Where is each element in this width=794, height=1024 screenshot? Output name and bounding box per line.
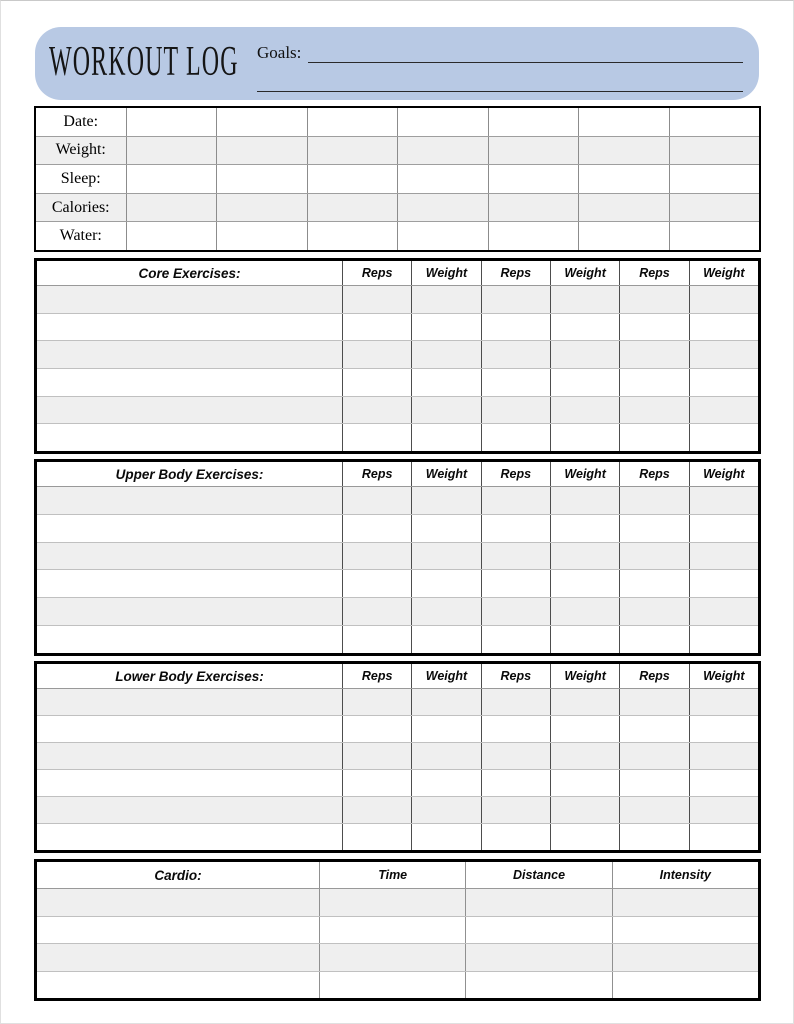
empty-row bbox=[37, 971, 758, 999]
column-header-weight: Weight bbox=[411, 462, 480, 486]
empty-row bbox=[37, 625, 758, 653]
empty-row bbox=[37, 796, 758, 823]
value-cell[interactable] bbox=[411, 570, 480, 597]
column-header-weight: Weight bbox=[689, 462, 758, 486]
stats-row-sleep bbox=[36, 164, 759, 193]
value-cell[interactable] bbox=[411, 314, 480, 341]
stat-label-sleep: Sleep: bbox=[60, 169, 101, 187]
exercise-name-cell[interactable] bbox=[37, 689, 342, 715]
table-header-row bbox=[37, 261, 758, 286]
stat-label-weight: Weight: bbox=[55, 141, 106, 159]
empty-row bbox=[37, 368, 758, 396]
empty-cell[interactable] bbox=[216, 165, 307, 193]
exercise-name-cell[interactable] bbox=[37, 917, 319, 944]
empty-row bbox=[37, 396, 758, 424]
table-header-row bbox=[37, 664, 758, 689]
exercise-name-cell[interactable] bbox=[37, 314, 342, 341]
empty-cell[interactable] bbox=[578, 137, 669, 165]
value-cell[interactable] bbox=[689, 341, 758, 368]
value-cell[interactable] bbox=[550, 487, 619, 514]
value-cell[interactable] bbox=[612, 944, 758, 971]
value-cell[interactable] bbox=[619, 598, 688, 625]
empty-row bbox=[37, 286, 758, 313]
value-cell[interactable] bbox=[411, 341, 480, 368]
exercise-name-cell[interactable] bbox=[37, 570, 342, 597]
value-cell[interactable] bbox=[619, 487, 688, 514]
header-panel bbox=[35, 27, 759, 100]
value-cell[interactable] bbox=[689, 570, 758, 597]
value-cell[interactable] bbox=[689, 716, 758, 742]
value-cell[interactable] bbox=[319, 972, 465, 999]
value-cell[interactable] bbox=[319, 889, 465, 916]
upper-body-exercises-table bbox=[34, 459, 761, 656]
column-header-reps: Reps bbox=[342, 664, 411, 688]
empty-row bbox=[37, 487, 758, 514]
value-cell[interactable] bbox=[619, 314, 688, 341]
column-header-time: Time bbox=[319, 862, 465, 888]
column-header-reps: Reps bbox=[481, 261, 550, 285]
empty-cell[interactable] bbox=[126, 137, 217, 165]
exercise-name-cell[interactable] bbox=[37, 743, 342, 769]
value-cell[interactable] bbox=[689, 598, 758, 625]
value-cell[interactable] bbox=[342, 743, 411, 769]
empty-cell[interactable] bbox=[307, 137, 398, 165]
value-cell[interactable] bbox=[481, 515, 550, 542]
value-cell[interactable] bbox=[411, 626, 480, 653]
empty-row bbox=[37, 542, 758, 570]
empty-row bbox=[37, 943, 758, 971]
empty-cell[interactable] bbox=[307, 108, 398, 136]
value-cell[interactable] bbox=[550, 689, 619, 715]
column-header-weight: Weight bbox=[411, 664, 480, 688]
stat-label-calories: Calories: bbox=[51, 198, 110, 216]
empty-row bbox=[37, 689, 758, 715]
value-cell[interactable] bbox=[481, 716, 550, 742]
value-cell[interactable] bbox=[689, 487, 758, 514]
value-cell[interactable] bbox=[619, 543, 688, 570]
value-cell[interactable] bbox=[411, 797, 480, 823]
empty-row bbox=[37, 916, 758, 944]
value-cell[interactable] bbox=[689, 689, 758, 715]
exercise-name-cell[interactable] bbox=[37, 797, 342, 823]
empty-cell[interactable] bbox=[669, 108, 760, 136]
exercise-name-cell[interactable] bbox=[37, 369, 342, 396]
value-cell[interactable] bbox=[619, 515, 688, 542]
column-header-reps: Reps bbox=[481, 462, 550, 486]
stats-row-date bbox=[36, 108, 759, 136]
value-cell[interactable] bbox=[689, 543, 758, 570]
empty-row bbox=[37, 889, 758, 916]
value-cell[interactable] bbox=[550, 743, 619, 769]
exercise-name-cell[interactable] bbox=[37, 972, 319, 999]
value-cell[interactable] bbox=[550, 515, 619, 542]
empty-row bbox=[37, 313, 758, 341]
empty-cell[interactable] bbox=[397, 194, 488, 222]
column-header-weight: Weight bbox=[689, 261, 758, 285]
value-cell[interactable] bbox=[689, 770, 758, 796]
empty-cell[interactable] bbox=[126, 222, 217, 250]
page-title: WORKOUT LOG bbox=[49, 38, 239, 85]
value-cell[interactable] bbox=[411, 743, 480, 769]
empty-cell[interactable] bbox=[669, 165, 760, 193]
value-cell[interactable] bbox=[481, 487, 550, 514]
empty-cell[interactable] bbox=[307, 165, 398, 193]
value-cell[interactable] bbox=[481, 570, 550, 597]
stats-row-weight bbox=[36, 136, 759, 165]
goals-label: Goals: bbox=[257, 43, 302, 63]
value-cell[interactable] bbox=[481, 424, 550, 451]
empty-cell[interactable] bbox=[488, 137, 579, 165]
empty-cell[interactable] bbox=[669, 194, 760, 222]
exercise-name-cell[interactable] bbox=[37, 487, 342, 514]
value-cell[interactable] bbox=[342, 341, 411, 368]
value-cell[interactable] bbox=[342, 598, 411, 625]
value-cell[interactable] bbox=[411, 716, 480, 742]
value-cell[interactable] bbox=[612, 917, 758, 944]
empty-cell[interactable] bbox=[669, 137, 760, 165]
value-cell[interactable] bbox=[481, 797, 550, 823]
table-title-cardio: Cardio: bbox=[154, 867, 202, 883]
value-cell[interactable] bbox=[342, 716, 411, 742]
value-cell[interactable] bbox=[342, 286, 411, 313]
value-cell[interactable] bbox=[619, 397, 688, 424]
empty-cell[interactable] bbox=[578, 194, 669, 222]
exercise-name-cell[interactable] bbox=[37, 515, 342, 542]
value-cell[interactable] bbox=[619, 626, 688, 653]
exercise-name-cell[interactable] bbox=[37, 770, 342, 796]
column-header-weight: Weight bbox=[411, 261, 480, 285]
empty-cell[interactable] bbox=[397, 137, 488, 165]
value-cell[interactable] bbox=[342, 770, 411, 796]
exercise-name-cell[interactable] bbox=[37, 424, 342, 451]
exercise-name-cell[interactable] bbox=[37, 598, 342, 625]
exercise-name-cell[interactable] bbox=[37, 626, 342, 653]
table-header-row bbox=[37, 862, 758, 889]
value-cell[interactable] bbox=[342, 397, 411, 424]
table-title-core: Core Exercises: bbox=[138, 265, 241, 281]
goals-section bbox=[257, 37, 743, 92]
value-cell[interactable] bbox=[342, 314, 411, 341]
core-exercises-table bbox=[34, 258, 761, 454]
value-cell[interactable] bbox=[319, 917, 465, 944]
value-cell[interactable] bbox=[465, 944, 611, 971]
column-header-weight: Weight bbox=[550, 261, 619, 285]
value-cell[interactable] bbox=[342, 424, 411, 451]
empty-cell[interactable] bbox=[578, 165, 669, 193]
value-cell[interactable] bbox=[481, 341, 550, 368]
column-header-reps: Reps bbox=[481, 664, 550, 688]
exercise-name-cell[interactable] bbox=[37, 824, 342, 850]
value-cell[interactable] bbox=[689, 314, 758, 341]
value-cell[interactable] bbox=[689, 397, 758, 424]
value-cell[interactable] bbox=[465, 972, 611, 999]
value-cell[interactable] bbox=[481, 743, 550, 769]
value-cell[interactable] bbox=[411, 770, 480, 796]
value-cell[interactable] bbox=[342, 689, 411, 715]
empty-cell[interactable] bbox=[126, 165, 217, 193]
empty-cell[interactable] bbox=[578, 222, 669, 250]
value-cell[interactable] bbox=[550, 341, 619, 368]
exercise-name-cell[interactable] bbox=[37, 397, 342, 424]
value-cell[interactable] bbox=[689, 286, 758, 313]
empty-cell[interactable] bbox=[488, 165, 579, 193]
exercise-name-cell[interactable] bbox=[37, 716, 342, 742]
value-cell[interactable] bbox=[481, 689, 550, 715]
empty-row bbox=[37, 569, 758, 597]
empty-cell[interactable] bbox=[307, 222, 398, 250]
value-cell[interactable] bbox=[550, 286, 619, 313]
value-cell[interactable] bbox=[481, 626, 550, 653]
value-cell[interactable] bbox=[411, 824, 480, 850]
empty-row bbox=[37, 423, 758, 451]
value-cell[interactable] bbox=[411, 515, 480, 542]
exercise-name-cell[interactable] bbox=[37, 944, 319, 971]
empty-cell[interactable] bbox=[126, 194, 217, 222]
value-cell[interactable] bbox=[342, 626, 411, 653]
column-header-weight: Weight bbox=[550, 462, 619, 486]
exercise-name-cell[interactable] bbox=[37, 341, 342, 368]
value-cell[interactable] bbox=[342, 797, 411, 823]
value-cell[interactable] bbox=[550, 770, 619, 796]
value-cell[interactable] bbox=[481, 286, 550, 313]
stat-label-water: Water: bbox=[59, 227, 102, 245]
value-cell[interactable] bbox=[550, 824, 619, 850]
column-header-intensity: Intensity bbox=[612, 862, 758, 888]
value-cell[interactable] bbox=[619, 689, 688, 715]
value-cell[interactable] bbox=[550, 570, 619, 597]
value-cell[interactable] bbox=[342, 487, 411, 514]
value-cell[interactable] bbox=[411, 598, 480, 625]
column-header-reps: Reps bbox=[342, 261, 411, 285]
value-cell[interactable] bbox=[481, 543, 550, 570]
value-cell[interactable] bbox=[612, 889, 758, 916]
empty-row bbox=[37, 823, 758, 850]
value-cell[interactable] bbox=[619, 369, 688, 396]
stats-row-calories bbox=[36, 193, 759, 222]
value-cell[interactable] bbox=[342, 570, 411, 597]
empty-cell[interactable] bbox=[578, 108, 669, 136]
value-cell[interactable] bbox=[342, 824, 411, 850]
column-header-reps: Reps bbox=[619, 462, 688, 486]
empty-cell[interactable] bbox=[488, 194, 579, 222]
value-cell[interactable] bbox=[342, 369, 411, 396]
value-cell[interactable] bbox=[619, 797, 688, 823]
value-cell[interactable] bbox=[689, 369, 758, 396]
daily-stats-table bbox=[34, 106, 761, 252]
value-cell[interactable] bbox=[619, 716, 688, 742]
value-cell[interactable] bbox=[689, 797, 758, 823]
value-cell[interactable] bbox=[342, 543, 411, 570]
column-header-reps: Reps bbox=[342, 462, 411, 486]
empty-row bbox=[37, 769, 758, 796]
empty-cell[interactable] bbox=[216, 137, 307, 165]
value-cell[interactable] bbox=[689, 424, 758, 451]
value-cell[interactable] bbox=[619, 743, 688, 769]
value-cell[interactable] bbox=[481, 770, 550, 796]
value-cell[interactable] bbox=[411, 286, 480, 313]
value-cell[interactable] bbox=[550, 397, 619, 424]
value-cell[interactable] bbox=[411, 689, 480, 715]
value-cell[interactable] bbox=[411, 424, 480, 451]
empty-cell[interactable] bbox=[488, 108, 579, 136]
table-title-upper-body: Upper Body Exercises: bbox=[115, 466, 264, 482]
column-header-weight: Weight bbox=[689, 664, 758, 688]
exercise-name-cell[interactable] bbox=[37, 286, 342, 313]
empty-cell[interactable] bbox=[216, 108, 307, 136]
column-header-reps: Reps bbox=[619, 664, 688, 688]
empty-row bbox=[37, 715, 758, 742]
value-cell[interactable] bbox=[481, 397, 550, 424]
empty-row bbox=[37, 340, 758, 368]
value-cell[interactable] bbox=[689, 743, 758, 769]
empty-cell[interactable] bbox=[397, 165, 488, 193]
column-header-distance: Distance bbox=[465, 862, 611, 888]
value-cell[interactable] bbox=[465, 917, 611, 944]
value-cell[interactable] bbox=[550, 543, 619, 570]
empty-row bbox=[37, 597, 758, 625]
empty-cell[interactable] bbox=[397, 108, 488, 136]
value-cell[interactable] bbox=[481, 824, 550, 850]
goals-input-line-2[interactable] bbox=[257, 91, 743, 92]
value-cell[interactable] bbox=[612, 972, 758, 999]
value-cell[interactable] bbox=[689, 626, 758, 653]
empty-cell[interactable] bbox=[307, 194, 398, 222]
exercise-name-cell[interactable] bbox=[37, 889, 319, 916]
value-cell[interactable] bbox=[550, 626, 619, 653]
value-cell[interactable] bbox=[411, 369, 480, 396]
value-cell[interactable] bbox=[481, 369, 550, 396]
value-cell[interactable] bbox=[619, 424, 688, 451]
value-cell[interactable] bbox=[550, 424, 619, 451]
value-cell[interactable] bbox=[689, 515, 758, 542]
value-cell[interactable] bbox=[550, 598, 619, 625]
value-cell[interactable] bbox=[619, 286, 688, 313]
stat-label-date: Date: bbox=[63, 112, 99, 130]
table-header-row bbox=[37, 462, 758, 487]
value-cell[interactable] bbox=[411, 487, 480, 514]
value-cell[interactable] bbox=[465, 889, 611, 916]
empty-cell[interactable] bbox=[126, 108, 217, 136]
empty-cell[interactable] bbox=[397, 222, 488, 250]
value-cell[interactable] bbox=[619, 570, 688, 597]
value-cell[interactable] bbox=[481, 598, 550, 625]
value-cell[interactable] bbox=[411, 543, 480, 570]
stats-row-water bbox=[36, 221, 759, 250]
column-header-weight: Weight bbox=[550, 664, 619, 688]
lower-body-exercises-table bbox=[34, 661, 761, 853]
empty-cell[interactable] bbox=[216, 194, 307, 222]
cardio-table bbox=[34, 859, 761, 1001]
value-cell[interactable] bbox=[342, 515, 411, 542]
column-header-reps: Reps bbox=[619, 261, 688, 285]
empty-cell[interactable] bbox=[669, 222, 760, 250]
value-cell[interactable] bbox=[550, 369, 619, 396]
empty-row bbox=[37, 514, 758, 542]
table-title-lower-body: Lower Body Exercises: bbox=[115, 668, 264, 684]
value-cell[interactable] bbox=[619, 824, 688, 850]
value-cell[interactable] bbox=[550, 314, 619, 341]
value-cell[interactable] bbox=[619, 770, 688, 796]
value-cell[interactable] bbox=[550, 797, 619, 823]
exercise-name-cell[interactable] bbox=[37, 543, 342, 570]
empty-cell[interactable] bbox=[488, 222, 579, 250]
empty-cell[interactable] bbox=[216, 222, 307, 250]
value-cell[interactable] bbox=[319, 944, 465, 971]
value-cell[interactable] bbox=[619, 341, 688, 368]
value-cell[interactable] bbox=[481, 314, 550, 341]
value-cell[interactable] bbox=[550, 716, 619, 742]
goals-input-line-1[interactable] bbox=[308, 62, 743, 63]
value-cell[interactable] bbox=[689, 824, 758, 850]
empty-row bbox=[37, 742, 758, 769]
value-cell[interactable] bbox=[411, 397, 480, 424]
